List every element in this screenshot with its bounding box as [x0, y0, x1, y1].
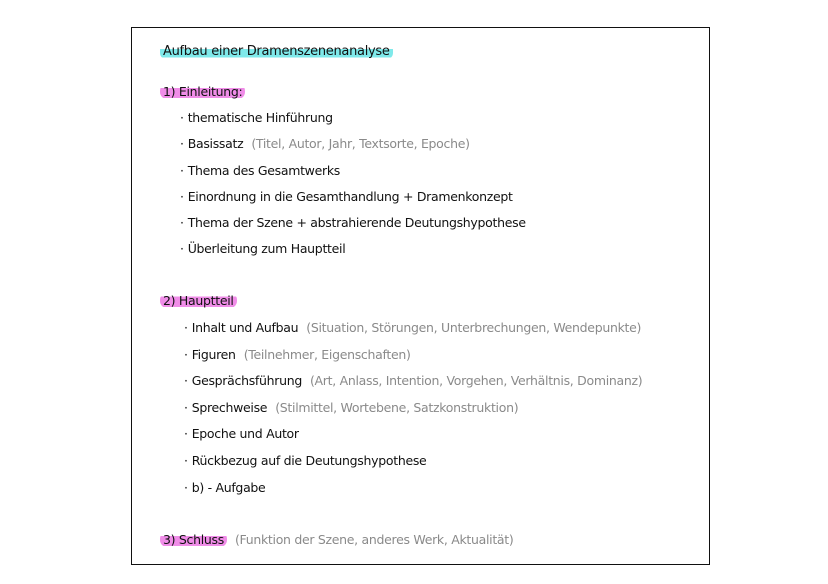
bullet: · [180, 241, 184, 256]
item-text: Inhalt und Aufbau [191, 320, 299, 335]
list-item [180, 240, 345, 258]
section-heading-schluss [160, 531, 513, 549]
item-text: Figuren [191, 347, 236, 362]
item-note: (Situation, Störungen, Unterbrechungen, Wendepunkte) [306, 320, 642, 335]
list-item [180, 188, 513, 206]
item-text: Gesprächsführung [191, 373, 302, 388]
item-note: (Teilnehmer, Eigenschaften) [243, 347, 411, 362]
list-item [184, 399, 518, 417]
item-text: b) - Aufgabe [191, 480, 266, 495]
heading-text: 3) Schluss [160, 532, 227, 547]
list-item [180, 109, 333, 127]
document-title [160, 43, 393, 61]
bullet: · [180, 136, 184, 151]
bullet: · [184, 400, 188, 415]
item-text: Überleitung zum Hauptteil [187, 241, 346, 256]
item-text: Basissatz [187, 136, 244, 151]
bullet: · [184, 480, 188, 495]
item-text: Sprechweise [191, 400, 268, 415]
bullet: · [180, 110, 184, 125]
title-text: Aufbau einer Dramenszenenanalyse [160, 44, 393, 59]
item-text: Rückbezug auf die Deutungshypothese [191, 453, 427, 468]
item-note: (Titel, Autor, Jahr, Textsorte, Epoche) [251, 136, 470, 151]
list-item [180, 162, 340, 180]
item-text: Thema der Szene + abstrahierende Deutungshypothese [187, 215, 526, 230]
list-item [184, 452, 426, 470]
item-text: Epoche und Autor [191, 426, 299, 441]
bullet: · [180, 163, 184, 178]
list-item [184, 319, 641, 337]
list-item [184, 346, 411, 364]
section-note: (Funktion der Szene, anderes Werk, Aktualität) [234, 532, 514, 547]
item-note: (Art, Anlass, Intention, Vorgehen, Verhältnis, Dominanz) [309, 373, 643, 388]
item-note: (Stilmittel, Wortebene, Satzkonstruktion) [275, 400, 519, 415]
bullet: · [184, 426, 188, 441]
bullet: · [184, 453, 188, 468]
bullet: · [184, 347, 188, 362]
list-item [184, 372, 642, 390]
item-text: Thema des Gesamtwerks [187, 163, 340, 178]
heading-text: 2) Hauptteil [160, 293, 237, 308]
section-heading-hauptteil [160, 292, 237, 310]
item-text: thematische Hinführung [187, 110, 333, 125]
heading-text: 1) Einleitung: [160, 84, 245, 99]
list-item [184, 425, 299, 443]
list-item [180, 135, 470, 153]
bullet: · [180, 215, 184, 230]
list-item [184, 479, 265, 497]
bullet: · [184, 320, 188, 335]
item-text: Einordnung in die Gesamthandlung + Dramenkonzept [187, 189, 513, 204]
list-item [180, 214, 526, 232]
bullet: · [180, 189, 184, 204]
bullet: · [184, 373, 188, 388]
section-heading-einleitung [160, 83, 245, 101]
